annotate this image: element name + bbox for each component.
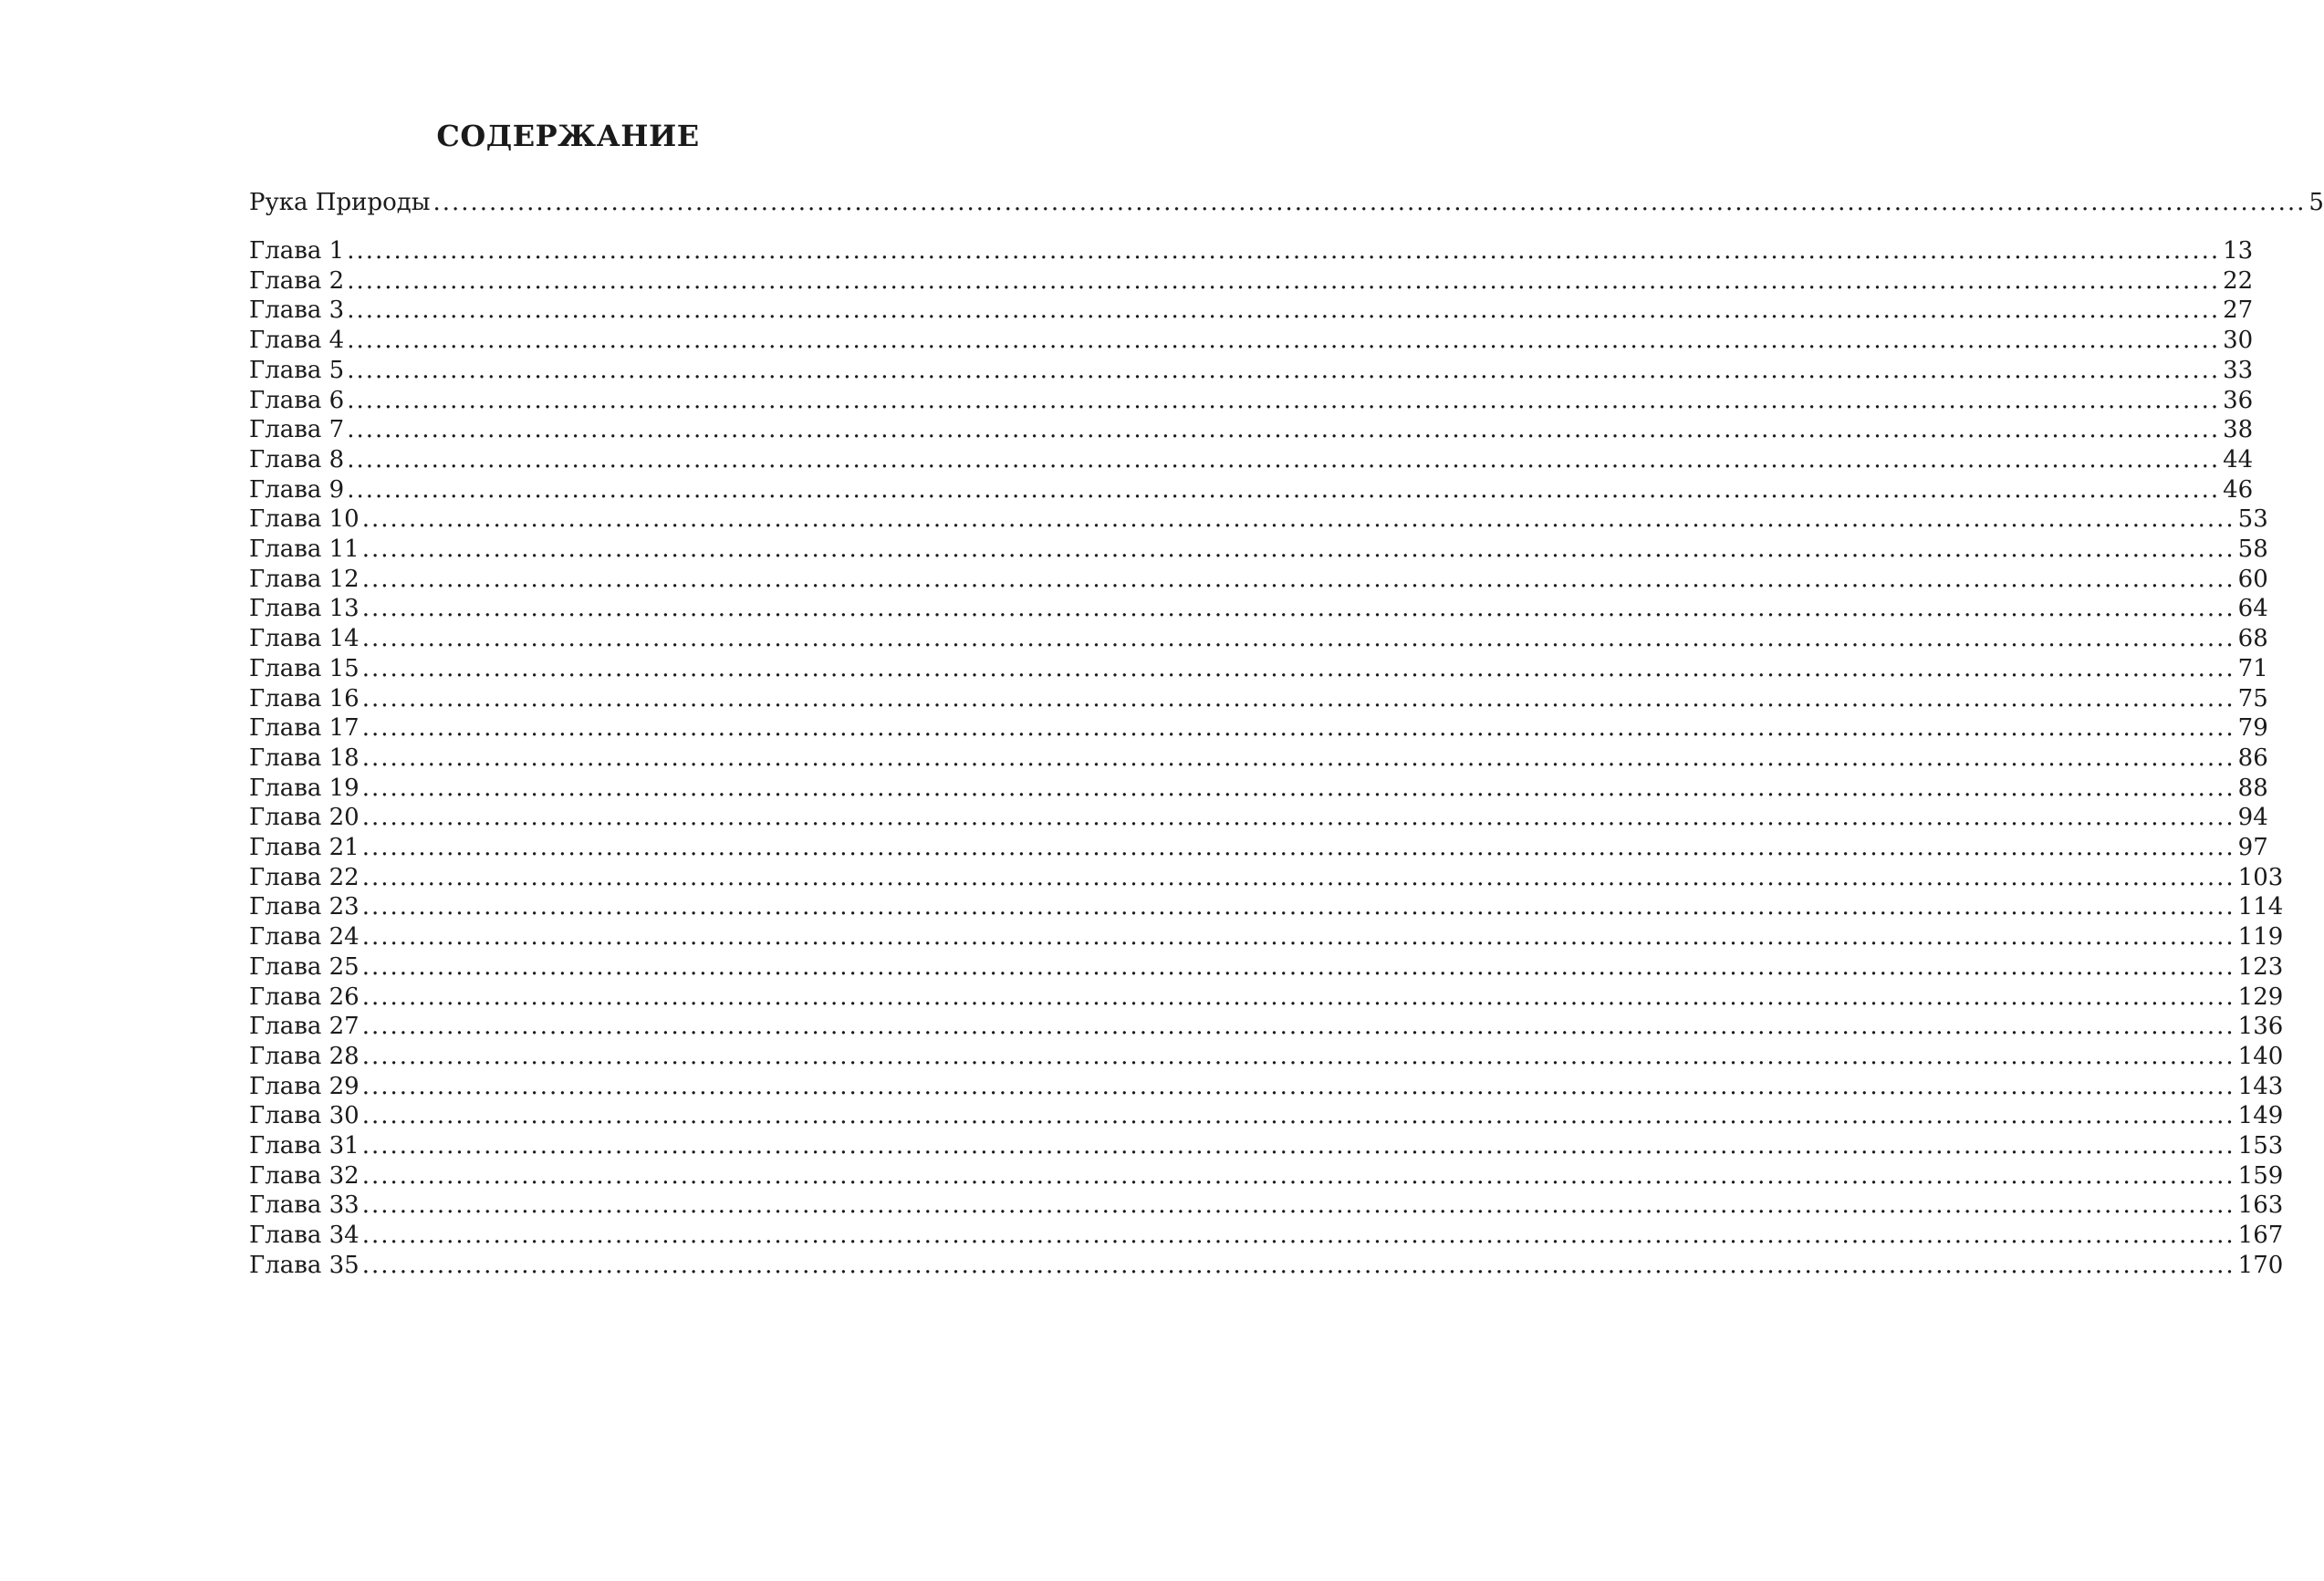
dot-leader: ........................................................................................................................................................................................................ xyxy=(361,1072,2235,1100)
toc-entry-page-number: 88 xyxy=(2237,774,2268,802)
dot-leader: ........................................................................................................................................................................................................ xyxy=(347,416,2221,444)
dot-leader: ........................................................................................................................................................................................................ xyxy=(361,804,2235,832)
toc-entry-page-number: 103 xyxy=(2237,863,2284,891)
toc-entry-label: Глава 35 xyxy=(249,1251,360,1279)
toc-entry-page-number: 33 xyxy=(2223,356,2254,384)
toc-entry-page-number: 143 xyxy=(2237,1072,2284,1100)
toc-entry xyxy=(249,982,2284,1013)
toc-entry xyxy=(249,743,2268,774)
toc-entry-page-number: 46 xyxy=(2223,475,2254,504)
toc-entry xyxy=(249,504,2268,535)
dot-leader: ........................................................................................................................................................................................................ xyxy=(361,536,2235,563)
toc-entry-page-number: 129 xyxy=(2237,983,2284,1011)
dot-leader: ........................................................................................................................................................................................................ xyxy=(432,189,2307,216)
toc-entry-page-number: 36 xyxy=(2223,386,2254,414)
dot-leader: ........................................................................................................................................................................................................ xyxy=(361,744,2235,772)
toc-entry xyxy=(249,921,2284,952)
toc-entry-page-number: 136 xyxy=(2237,1013,2284,1041)
toc-entry-label: Глава 20 xyxy=(249,804,360,832)
toc-entry xyxy=(249,1250,2284,1281)
dot-leader: ........................................................................................................................................................................................................ xyxy=(361,1132,2235,1160)
toc-entry xyxy=(249,1071,2284,1102)
toc-entry-page-number: 71 xyxy=(2237,654,2268,682)
toc-entry xyxy=(249,295,2254,326)
dot-leader: ........................................................................................................................................................................................................ xyxy=(361,863,2235,891)
toc-entry-label: Глава 15 xyxy=(249,654,360,682)
toc-entry xyxy=(249,1190,2284,1221)
toc-entry xyxy=(249,474,2254,505)
toc-entry xyxy=(249,832,2268,863)
toc-entry-label: Глава 7 xyxy=(249,416,345,444)
toc-entry xyxy=(249,712,2268,744)
toc-entry-label: Глава 23 xyxy=(249,893,360,921)
toc-entry-label: Глава 18 xyxy=(249,744,360,772)
toc-entry xyxy=(249,802,2268,833)
dot-leader: ........................................................................................................................................................................................................ xyxy=(347,386,2221,414)
toc-entry xyxy=(249,414,2254,445)
toc-entry-label: Глава 24 xyxy=(249,923,360,952)
toc-entry xyxy=(249,1011,2284,1042)
toc-entry-page-number: 170 xyxy=(2237,1251,2284,1279)
toc-entry-page-number: 22 xyxy=(2223,266,2254,295)
toc-entry-label: Глава 34 xyxy=(249,1222,360,1250)
dot-leader: ........................................................................................................................................................................................................ xyxy=(361,654,2235,682)
toc-entry xyxy=(249,1130,2284,1161)
toc-entry-label: Глава 5 xyxy=(249,356,345,384)
toc-entry xyxy=(249,235,2254,266)
toc-entry-page-number: 86 xyxy=(2237,744,2268,772)
toc-entry-page-number: 75 xyxy=(2237,684,2268,712)
toc-entry xyxy=(249,187,2324,218)
toc-entry xyxy=(249,444,2254,475)
dot-leader: ........................................................................................................................................................................................................ xyxy=(361,1161,2235,1190)
toc-entry xyxy=(249,355,2254,386)
dot-leader: ........................................................................................................................................................................................................ xyxy=(361,565,2235,593)
toc-entry-label: Глава 6 xyxy=(249,386,345,414)
toc-entry-page-number: 30 xyxy=(2223,327,2254,355)
toc-entry-label: Глава 31 xyxy=(249,1132,360,1160)
dot-leader: ........................................................................................................................................................................................................ xyxy=(361,714,2235,743)
toc-entry-label: Глава 2 xyxy=(249,266,345,295)
toc-entry-page-number: 153 xyxy=(2237,1132,2284,1160)
dot-leader: ........................................................................................................................................................................................................ xyxy=(361,893,2235,921)
toc-entry-page-number: 44 xyxy=(2223,445,2254,473)
toc-entry-page-number: 159 xyxy=(2237,1161,2284,1190)
dot-leader: ........................................................................................................................................................................................................ xyxy=(347,356,2221,384)
dot-leader: ........................................................................................................................................................................................................ xyxy=(361,1251,2235,1279)
toc-entry-label: Глава 3 xyxy=(249,296,345,325)
toc-entry-label: Глава 28 xyxy=(249,1042,360,1070)
toc-entry-label: Глава 33 xyxy=(249,1191,360,1220)
toc-entry-page-number: 149 xyxy=(2237,1102,2284,1130)
toc-entry xyxy=(249,862,2284,893)
dot-leader: ........................................................................................................................................................................................................ xyxy=(361,1102,2235,1130)
toc-entry-page-number: 79 xyxy=(2237,714,2268,743)
toc-entry xyxy=(249,564,2268,595)
toc-entry xyxy=(249,325,2254,356)
toc-entry-page-number: 27 xyxy=(2223,296,2254,325)
toc-entry-label: Глава 27 xyxy=(249,1013,360,1041)
toc-entry-page-number: 68 xyxy=(2237,625,2268,653)
dot-leader: ........................................................................................................................................................................................................ xyxy=(361,595,2235,623)
toc-entry xyxy=(249,1100,2284,1131)
page-title: СОДЕРЖАНИЕ xyxy=(436,119,700,153)
toc-entry-label: Глава 9 xyxy=(249,475,345,504)
dot-leader: ........................................................................................................................................................................................................ xyxy=(361,625,2235,653)
toc-entry-label: Глава 14 xyxy=(249,625,360,653)
toc-entry xyxy=(249,1160,2284,1191)
toc-entry xyxy=(249,385,2254,416)
toc-entry xyxy=(249,683,2268,714)
dot-leader: ........................................................................................................................................................................................................ xyxy=(347,237,2221,265)
toc-entry-label: Глава 22 xyxy=(249,863,360,891)
dot-leader: ........................................................................................................................................................................................................ xyxy=(361,834,2235,861)
toc-entry xyxy=(249,534,2268,565)
toc-entry-label: Глава 30 xyxy=(249,1102,360,1130)
dot-leader: ........................................................................................................................................................................................................ xyxy=(361,684,2235,712)
dot-leader: ........................................................................................................................................................................................................ xyxy=(361,1042,2235,1070)
dot-leader: ........................................................................................................................................................................................................ xyxy=(361,1191,2235,1220)
toc-entry-page-number: 64 xyxy=(2237,595,2268,623)
dot-leader: ........................................................................................................................................................................................................ xyxy=(361,505,2235,534)
toc-entry-page-number: 38 xyxy=(2223,416,2254,444)
toc-entry-label: Глава 29 xyxy=(249,1072,360,1100)
toc-entry-page-number: 167 xyxy=(2237,1222,2284,1250)
toc-entry xyxy=(249,773,2268,804)
toc-entry-page-number: 97 xyxy=(2237,834,2268,861)
toc-entry-label: Глава 10 xyxy=(249,505,360,534)
toc-entry-page-number: 163 xyxy=(2237,1191,2284,1220)
dot-leader: ........................................................................................................................................................................................................ xyxy=(361,1013,2235,1041)
toc-entry-page-number: 5 xyxy=(2308,189,2324,216)
dot-leader: ........................................................................................................................................................................................................ xyxy=(347,296,2221,325)
toc-entry-label: Глава 11 xyxy=(249,536,360,563)
toc-entry-page-number: 140 xyxy=(2237,1042,2284,1070)
toc-entry-page-number: 119 xyxy=(2237,923,2284,952)
toc-entry-page-number: 13 xyxy=(2223,237,2254,265)
toc-entry-label: Глава 1 xyxy=(249,237,345,265)
toc-entry-label: Глава 25 xyxy=(249,952,360,981)
toc-entry-label: Глава 32 xyxy=(249,1161,360,1190)
toc-entry xyxy=(249,653,2268,684)
toc-entry xyxy=(249,952,2284,983)
toc-entry-page-number: 123 xyxy=(2237,952,2284,981)
toc-entry-label: Рука Природы xyxy=(249,189,431,216)
dot-leader: ........................................................................................................................................................................................................ xyxy=(347,475,2221,504)
toc-entry xyxy=(249,891,2284,922)
toc-entry-label: Глава 19 xyxy=(249,774,360,802)
dot-leader: ........................................................................................................................................................................................................ xyxy=(347,266,2221,295)
dot-leader: ........................................................................................................................................................................................................ xyxy=(361,952,2235,981)
toc-entry xyxy=(249,1220,2284,1251)
toc-entry-page-number: 53 xyxy=(2237,505,2268,534)
toc-entry xyxy=(249,265,2254,296)
toc-entry-page-number: 94 xyxy=(2237,804,2268,832)
dot-leader: ........................................................................................................................................................................................................ xyxy=(361,983,2235,1011)
toc-entry-label: Глава 4 xyxy=(249,327,345,355)
toc-entry-page-number: 114 xyxy=(2237,893,2284,921)
toc-entry-page-number: 60 xyxy=(2237,565,2268,593)
toc-entry-label: Глава 16 xyxy=(249,684,360,712)
dot-leader: ........................................................................................................................................................................................................ xyxy=(347,327,2221,355)
toc-entry-label: Глава 12 xyxy=(249,565,360,593)
dot-leader: ........................................................................................................................................................................................................ xyxy=(361,774,2235,802)
dot-leader: ........................................................................................................................................................................................................ xyxy=(347,445,2221,473)
toc-entry-label: Глава 8 xyxy=(249,445,345,473)
toc-entry-label: Глава 26 xyxy=(249,983,360,1011)
toc-entry-label: Глава 21 xyxy=(249,834,360,861)
toc-entry xyxy=(249,593,2268,624)
dot-leader: ........................................................................................................................................................................................................ xyxy=(361,1222,2235,1250)
toc-entry-label: Глава 13 xyxy=(249,595,360,623)
toc-entry xyxy=(249,1041,2284,1072)
dot-leader: ........................................................................................................................................................................................................ xyxy=(361,923,2235,952)
toc-entry xyxy=(249,623,2268,654)
toc-entry-page-number: 58 xyxy=(2237,536,2268,563)
toc-entry-label: Глава 17 xyxy=(249,714,360,743)
